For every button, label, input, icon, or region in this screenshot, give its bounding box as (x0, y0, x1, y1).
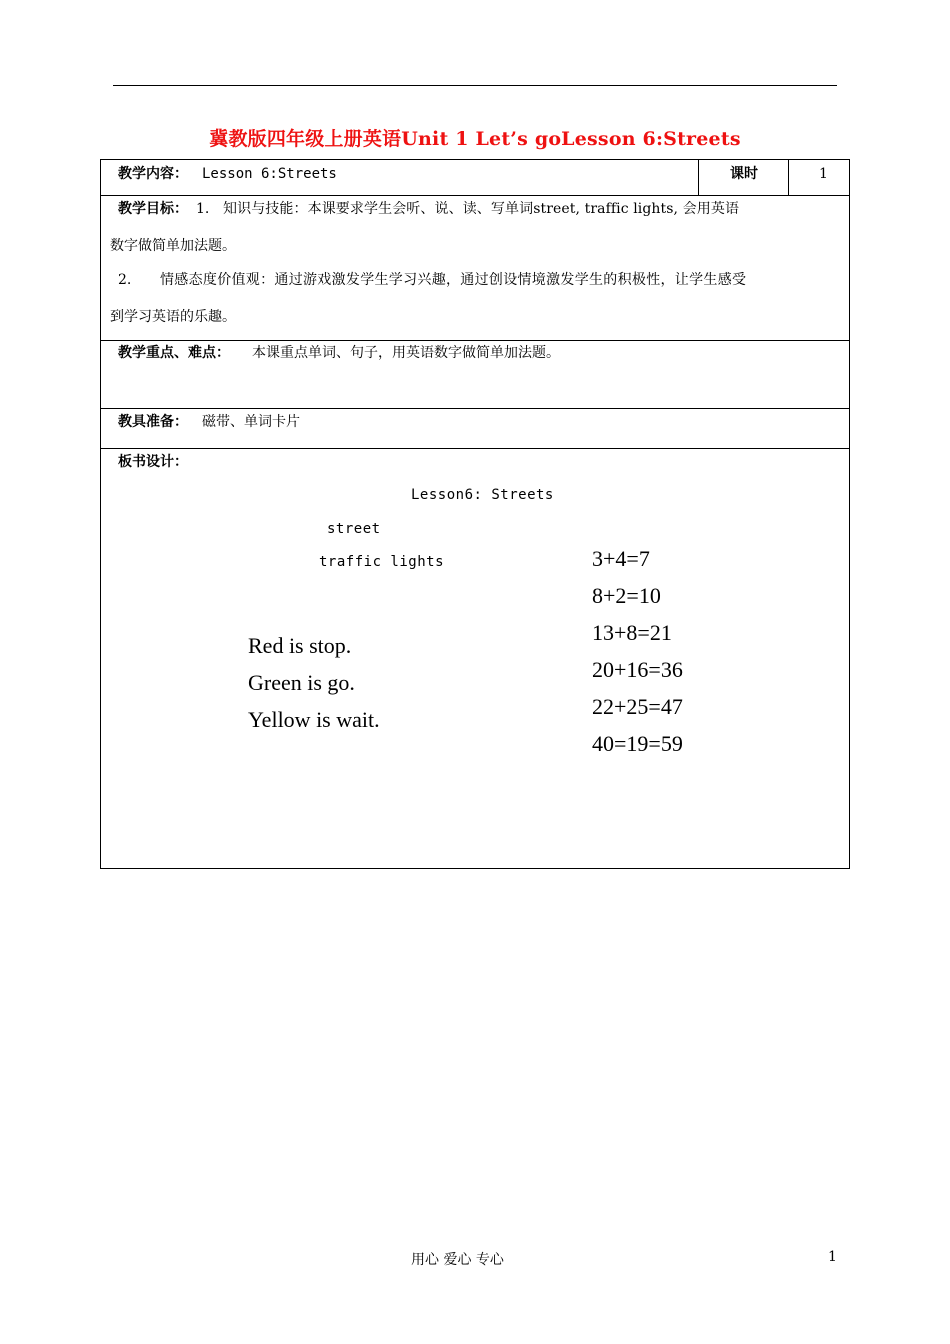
goal-2-line-1: 情感态度价值观：通过游戏激发学生学习兴趣，通过创设情境激发学生的积极性，让学生感受 (160, 272, 747, 288)
goal-1-number: 1. (196, 201, 210, 217)
goals-label: 教学目标： (118, 201, 188, 217)
materials-label: 教具准备： (118, 414, 188, 430)
goal-1-line-1: 知识与技能：本课要求学生会听、说、读、写单词street, traffic lights, 会用英语 (223, 201, 740, 217)
board-sum: 8+2=10 (592, 583, 661, 608)
header-rule (113, 85, 837, 86)
row-divider (101, 408, 849, 409)
column-divider (698, 160, 699, 195)
goal-2-line-2: 到学习英语的乐趣。 (110, 309, 236, 325)
board-sum: 40=19=59 (592, 731, 683, 756)
content-value: Lesson 6:Streets (202, 166, 337, 182)
keypoints-text: 本课重点单词、句子，用英语数字做简单加法题。 (252, 345, 560, 361)
period-label: 课时 (730, 166, 758, 182)
content-label: 教学内容： (118, 166, 188, 182)
keypoints-label: 教学重点、难点： (118, 345, 230, 361)
row-divider (101, 448, 849, 449)
lesson-plan-table (100, 159, 850, 869)
board-sentence: Yellow is wait. (248, 707, 380, 732)
board-heading: Lesson6: Streets (411, 487, 554, 503)
board-sentence: Green is go. (248, 670, 355, 695)
board-sum: 22+25=47 (592, 694, 683, 719)
board-sum: 3+4=7 (592, 546, 650, 571)
column-divider (788, 160, 789, 195)
materials-text: 磁带、单词卡片 (202, 414, 300, 430)
period-value: 1 (819, 166, 828, 182)
board-label: 板书设计： (118, 454, 188, 470)
document-title: 冀教版四年级上册英语Unit 1 Let’s goLesson 6:Streets (209, 128, 741, 150)
board-sum: 13+8=21 (592, 620, 672, 645)
board-word-street: street (327, 521, 381, 537)
row-divider (101, 195, 849, 196)
goal-2-number: 2. (118, 272, 132, 288)
row-divider (101, 340, 849, 341)
board-sum: 20+16=36 (592, 657, 683, 682)
goal-1-line-2: 数字做简单加法题。 (110, 238, 236, 254)
board-word-traffic-lights: traffic lights (319, 554, 445, 570)
board-sentence: Red is stop. (248, 633, 352, 658)
footer-motto: 用心 爱心 专心 (411, 1252, 504, 1268)
page-number: 1 (828, 1249, 837, 1265)
